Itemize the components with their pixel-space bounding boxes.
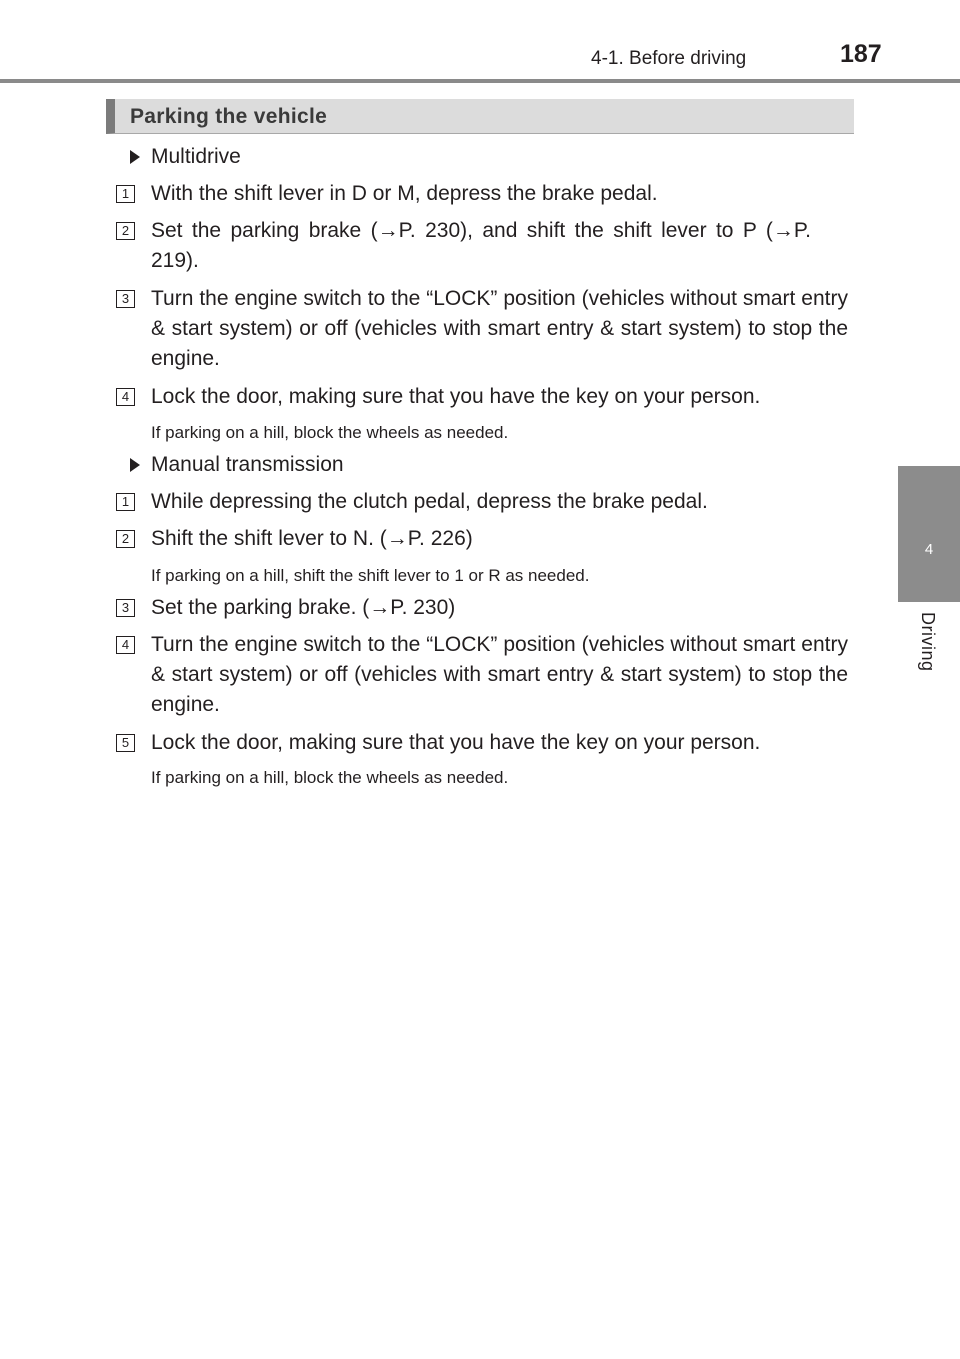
step-number-box: 3	[116, 290, 135, 308]
step-text: With the shift lever in D or M, depress the brake pedal.	[151, 182, 658, 205]
step-number-box: 5	[116, 734, 135, 752]
page-number: 187	[840, 40, 882, 68]
step-text: Set the parking brake (→P. 230), and shift the shift lever to P (→P. 219).	[151, 219, 811, 272]
chapter-label	[898, 612, 960, 692]
section-heading-text: Parking the vehicle	[130, 105, 328, 128]
note-text: If parking on a hill, block the wheels as needed.	[151, 423, 509, 442]
subheading-text: Manual transmission	[151, 453, 344, 476]
triangle-bullet-icon	[130, 458, 140, 472]
subheading-manual-transmission	[130, 453, 344, 477]
step-text: While depressing the clutch pedal, depress the brake pedal.	[151, 490, 708, 513]
step-text: Shift the shift lever to N. (→P. 226)	[151, 527, 473, 550]
step-number-box: 3	[116, 599, 135, 617]
header-divider	[0, 79, 960, 83]
chapter-tab[interactable]	[898, 466, 960, 602]
step-number-box: 4	[116, 636, 135, 654]
step-text: Lock the door, making sure that you have the key on your person.	[151, 385, 761, 408]
chapter-number: 4	[924, 541, 934, 558]
note-text: If parking on a hill, shift the shift lever to 1 or R as needed.	[151, 566, 590, 585]
chapter-label-text: Driving	[918, 612, 938, 672]
running-header-section: 4-1. Before driving	[591, 48, 747, 69]
note-text: If parking on a hill, block the wheels as needed.	[151, 768, 509, 787]
step-text: Turn the engine switch to the “LOCK” position (vehicles without smart entry & start system) or off (vehicles with smart entry & start system) to stop the engine.	[151, 287, 848, 370]
step-number-box: 2	[116, 530, 135, 548]
subheading-multidrive	[130, 145, 241, 169]
step-text: Lock the door, making sure that you have the key on your person.	[151, 731, 761, 754]
section-heading	[106, 99, 854, 134]
step-number-box: 1	[116, 493, 135, 511]
subheading-text: Multidrive	[151, 145, 241, 168]
triangle-bullet-icon	[130, 150, 140, 164]
step-text: Turn the engine switch to the “LOCK” position (vehicles without smart entry & start system) or off (vehicles with smart entry & start system) to stop the engine.	[151, 633, 848, 716]
step-text: Set the parking brake. (→P. 230)	[151, 596, 456, 619]
step-number-box: 4	[116, 388, 135, 406]
step-number-box: 1	[116, 185, 135, 203]
step-number-box: 2	[116, 222, 135, 240]
